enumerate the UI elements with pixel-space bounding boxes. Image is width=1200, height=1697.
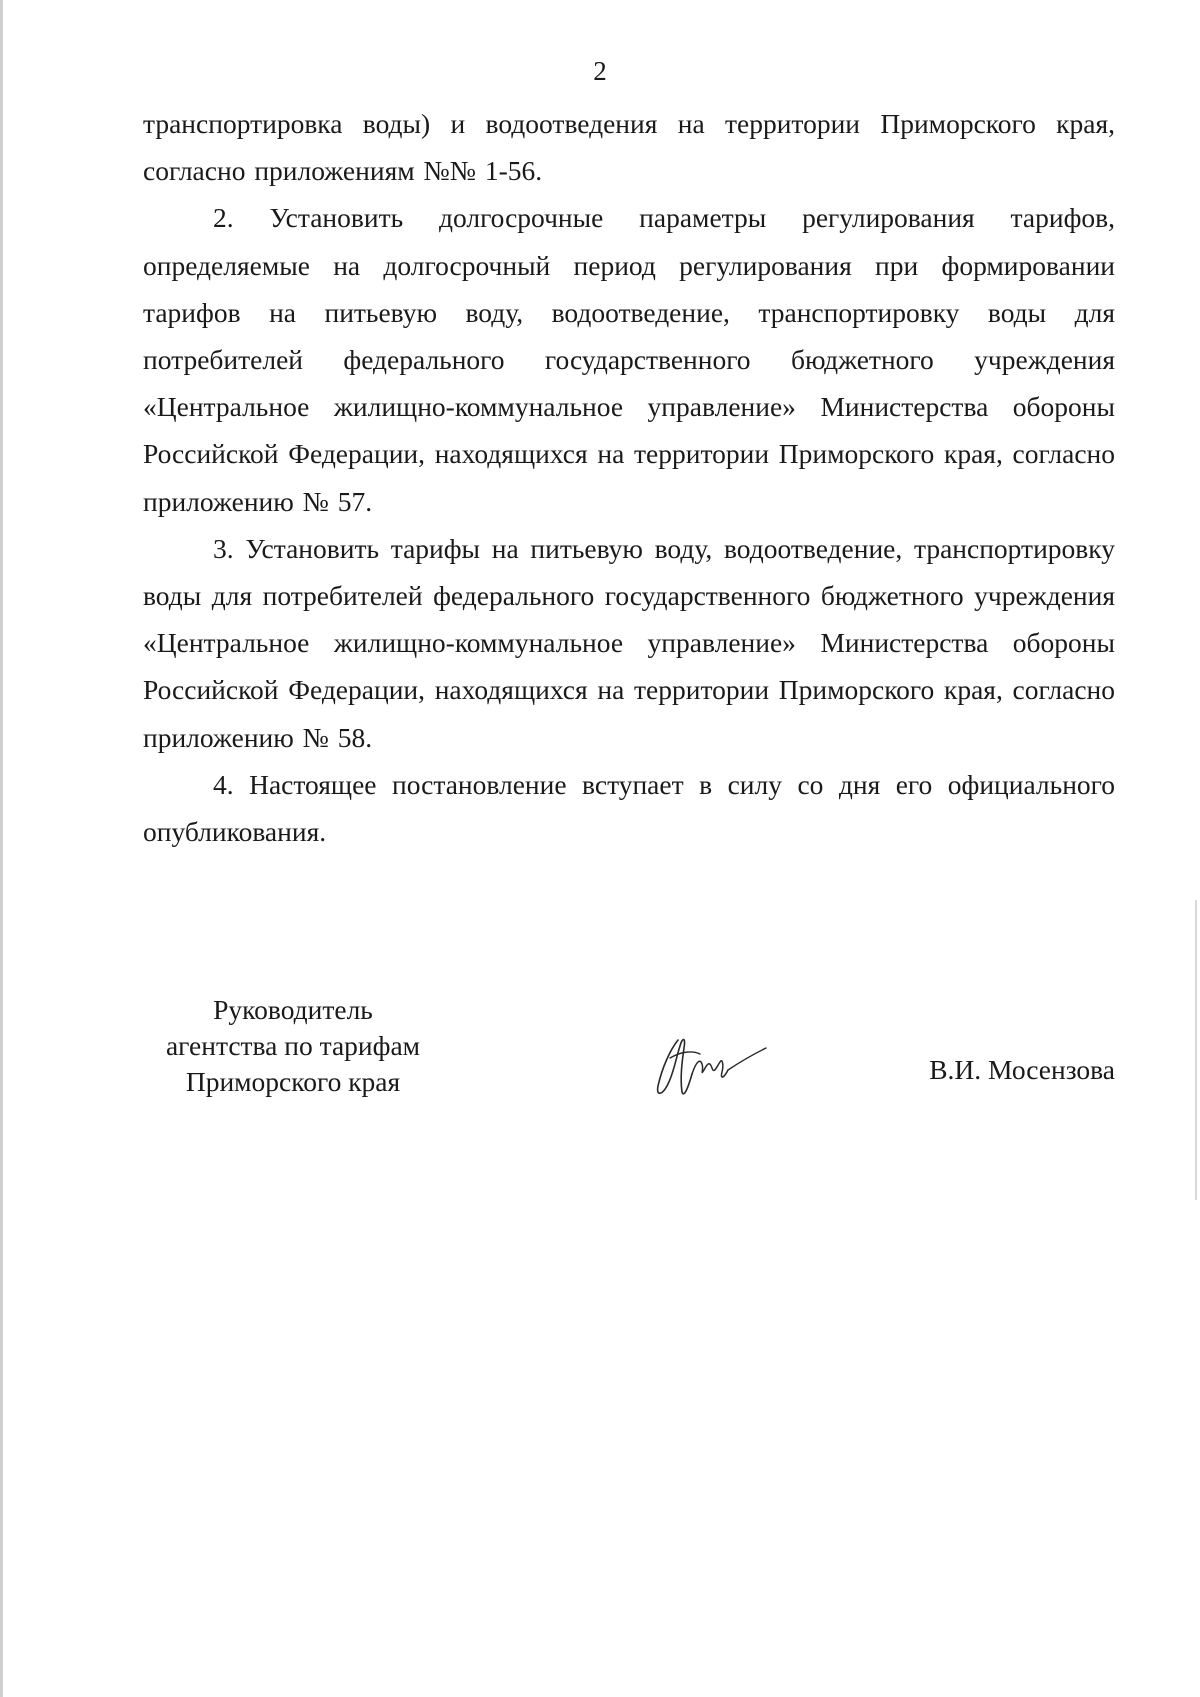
signatory-title-line-1: Руководитель xyxy=(213,994,373,1025)
paragraph-item-4: 4. Настоящее постановление вступает в силу со дня его официального опубликования. xyxy=(143,768,1115,848)
body-text xyxy=(143,100,1115,855)
paragraph-item-2: 2. Установить долгосрочные параметры регулирования тарифов, определяемые на долгосрочный период регулирования при формировании тарифов на питьевую воду, водоотведение, транспортировку воды для потребителей федерального государственного бюджетного учреждения «Центральное жилищно-коммунальное управление» Министерства обороны Российской Федерации, находящихся на территории Приморского края, согласно приложению № 57. xyxy=(143,202,1115,517)
handwritten-signature xyxy=(640,1018,790,1108)
signatory-title xyxy=(143,992,443,1100)
scan-edge-right xyxy=(1195,900,1197,1200)
signatory-title-line-2: агентства по тарифам xyxy=(165,1030,421,1061)
signer-name: В.И. Мосензова xyxy=(929,1054,1115,1085)
paragraph-continuation: транспортировка воды) и водоотведения на территории Приморского края, согласно приложениям №№ 1-56. xyxy=(143,108,1115,187)
page-number: 2 xyxy=(593,56,607,86)
paragraph-item-3: 3. Установить тарифы на питьевую воду, водоотведение, транспортировку воды для потребителей федерального государственного бюджетного учреждения «Центральное жилищно-коммунальное управление» Министерства обороны Российской Федерации, находящихся на территории Приморского края, согласно приложению № 58. xyxy=(143,532,1115,753)
scan-edge-left xyxy=(0,0,3,1697)
signatory-title-line-3: Приморского края xyxy=(185,1066,401,1097)
